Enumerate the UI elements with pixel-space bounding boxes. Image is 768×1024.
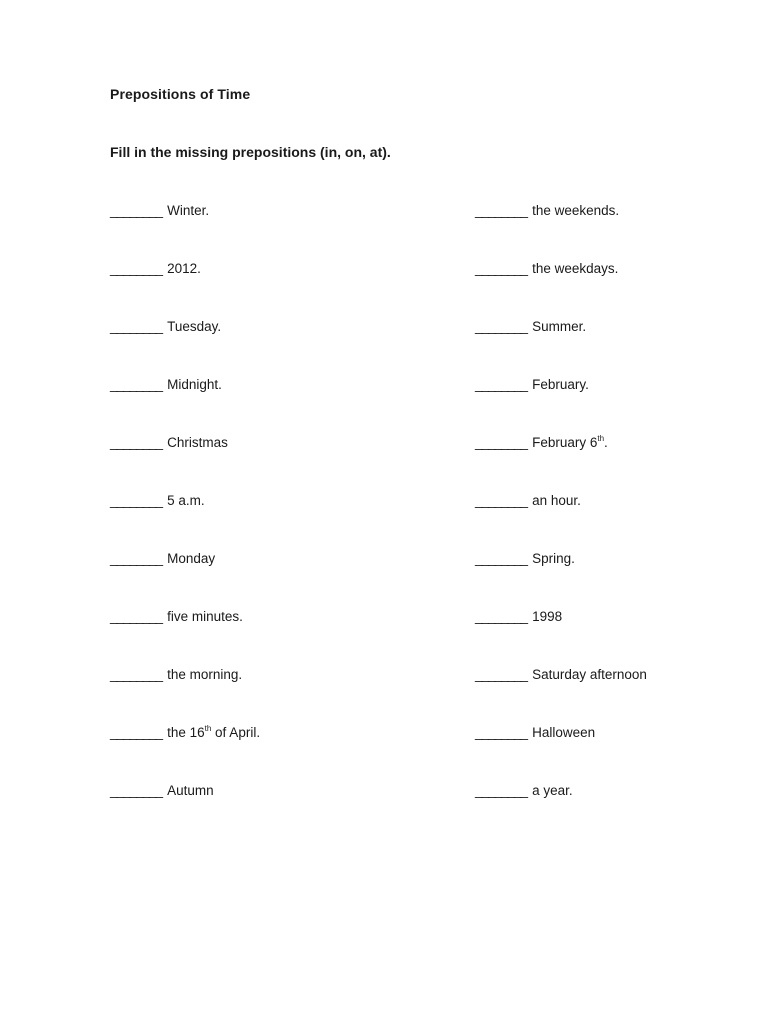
answer-blank: ________ — [475, 783, 528, 798]
answer-blank: ________ — [475, 493, 528, 508]
item-text: five minutes. — [167, 609, 243, 624]
page-title: Prepositions of Time — [110, 86, 251, 102]
item-text: an hour. — [532, 493, 581, 508]
item-text: the 16 — [167, 725, 205, 740]
item-text: 2012. — [167, 261, 201, 276]
exercise-item — [110, 549, 410, 607]
answer-blank: ________ — [110, 435, 163, 450]
item-text: 5 a.m. — [167, 493, 205, 508]
item-text: a year. — [532, 783, 573, 798]
item-text-after: of April. — [211, 725, 261, 740]
exercise-item — [110, 201, 410, 259]
item-text: Summer. — [532, 319, 587, 334]
answer-blank: ________ — [110, 783, 163, 798]
answer-blank: ________ — [110, 261, 163, 276]
exercise-item — [110, 665, 410, 723]
exercise-item — [475, 201, 768, 259]
item-text: Saturday afternoon — [532, 667, 647, 682]
exercise-item — [475, 665, 768, 723]
exercise-item — [110, 607, 410, 665]
item-text: Spring. — [532, 551, 575, 566]
item-text: Midnight. — [167, 377, 222, 392]
item-text: Tuesday. — [167, 319, 222, 334]
answer-blank: ________ — [475, 377, 528, 392]
exercise-item — [110, 375, 410, 433]
item-text: February. — [532, 377, 589, 392]
answer-blank: ________ — [475, 667, 528, 682]
item-text: 1998 — [532, 609, 563, 624]
answer-blank: ________ — [110, 203, 163, 218]
exercise-item — [110, 433, 410, 491]
item-text: Halloween — [532, 725, 596, 740]
exercise-item — [475, 549, 768, 607]
exercise-item — [475, 607, 768, 665]
left-column — [110, 201, 410, 839]
answer-blank: ________ — [475, 435, 528, 450]
exercise-item — [475, 491, 768, 549]
exercise-item — [110, 723, 410, 781]
answer-blank: ________ — [475, 319, 528, 334]
answer-blank: ________ — [110, 493, 163, 508]
answer-blank: ________ — [110, 667, 163, 682]
item-text: Monday — [167, 551, 216, 566]
exercise-item — [110, 781, 410, 839]
instruction-text: Fill in the missing prepositions (in, on, at). — [110, 144, 391, 160]
item-text: February 6 — [532, 435, 598, 450]
exercise-item — [475, 317, 768, 375]
answer-blank: ________ — [475, 609, 528, 624]
right-column — [475, 201, 768, 839]
exercise-item — [475, 375, 768, 433]
item-text-after: . — [604, 435, 608, 450]
answer-blank: ________ — [475, 261, 528, 276]
item-text: the weekdays. — [532, 261, 619, 276]
answer-blank: ________ — [475, 725, 528, 740]
item-text: Winter. — [167, 203, 210, 218]
item-text: Autumn — [167, 783, 214, 798]
exercise-item — [110, 317, 410, 375]
exercise-item — [475, 433, 768, 491]
answer-blank: ________ — [475, 551, 528, 566]
answer-blank: ________ — [110, 319, 163, 334]
answer-blank: ________ — [110, 551, 163, 566]
item-text: Christmas — [167, 435, 228, 450]
exercise-item — [475, 781, 768, 839]
answer-blank: ________ — [110, 725, 163, 740]
exercise-item — [110, 491, 410, 549]
exercise-item — [475, 259, 768, 317]
answer-blank: ________ — [475, 203, 528, 218]
item-text: the morning. — [167, 667, 243, 682]
item-superscript: th — [597, 433, 605, 443]
exercise-item — [475, 723, 768, 781]
exercise-item — [110, 259, 410, 317]
item-superscript: th — [204, 723, 212, 733]
answer-blank: ________ — [110, 609, 163, 624]
item-text: the weekends. — [532, 203, 620, 218]
answer-blank: ________ — [110, 377, 163, 392]
